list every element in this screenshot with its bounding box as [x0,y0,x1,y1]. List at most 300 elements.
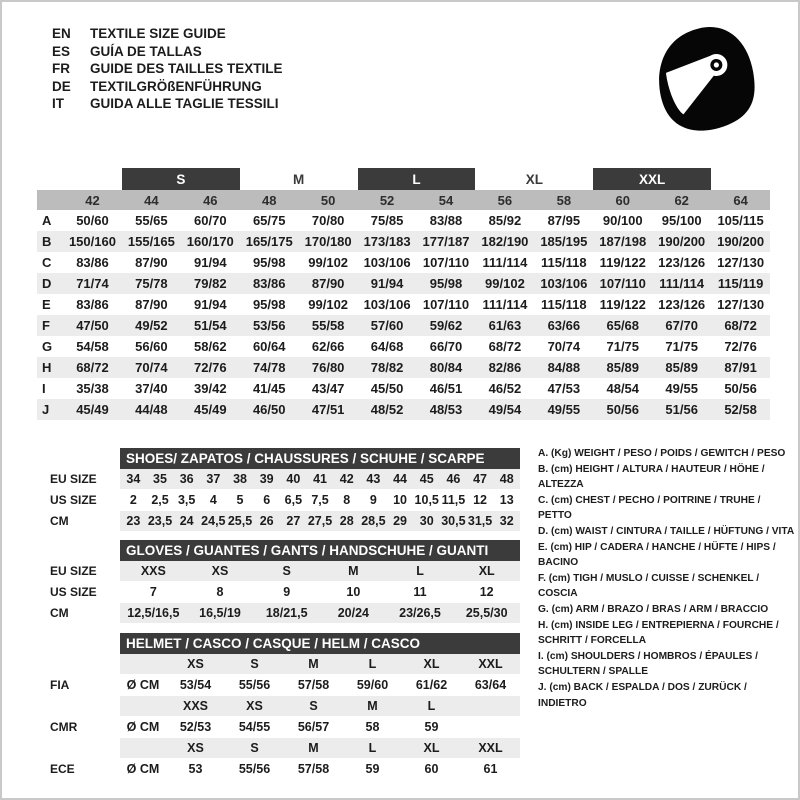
measurement-cell: 160/170 [186,234,234,249]
measurement-cell: 111/114 [482,297,528,312]
helmet-size-row-spacer [50,654,120,674]
measurement-cell: 70/74 [547,339,581,354]
language-title: GUIDE DES TAILLES TEXTILE [90,61,283,76]
measurement-cell: 87/95 [547,213,581,228]
gloves-cell: M [348,564,359,578]
measurement-cell: 115/119 [717,276,764,291]
measurement-cell: 44/48 [135,402,168,417]
shoes-cell: 38 [233,472,247,486]
measurement-cell: 119/122 [599,255,646,270]
gloves-cell: S [282,564,291,578]
measurement-cell: 57/60 [370,318,404,333]
helmet-size-cell: XXS [182,699,208,713]
size-header-cell: 48 [261,192,277,208]
shoes-cell: 31,5 [467,514,493,528]
shoes-cell: 10 [393,493,407,507]
size-header-cell: 64 [733,192,748,208]
shoes-cell: 24 [179,514,194,528]
measurement-cell: 49/52 [135,318,168,333]
gloves-title-row [50,540,520,560]
language-title-list [52,25,283,113]
measurement-cell: 70/74 [135,360,168,375]
shoes-cell: 37 [206,472,221,486]
measurement-cell: 150/160 [68,234,116,249]
numeric-size-row [37,190,770,210]
legend-item: A. (Kg) WEIGHT / PESO / POIDS / GEWITCH / PESO [538,448,786,459]
measurement-cell: 85/89 [606,360,640,375]
legend-item: E. (cm) HIP / CADERA / HANCHE / HÜFTE / HIPS / BACINO [538,541,776,569]
language-title: GUÍA DE TALLAS [90,43,202,59]
shoes-cell: 12 [473,493,488,507]
measurement-cell: 111/114 [659,276,705,291]
size-header-cell: 46 [203,192,218,208]
measurement-cell: 58/62 [194,339,227,354]
shoes-cell: 48 [499,472,514,486]
gloves-cell: 7 [149,585,157,599]
measurement-cell: 71/75 [665,339,698,354]
measurement-cell: 63/66 [547,318,581,333]
shoes-title-spacer [50,448,120,468]
shoes-row-label: EU SIZE [50,472,97,486]
shoes-cells [120,469,520,489]
legend-item: I. (cm) SHOULDERS / HOMBROS / ÉPAULES / SCHULTERN / SPALLE [538,650,758,678]
size-group-xl: XL [525,171,543,187]
shoes-rows [50,469,520,531]
gloves-cell: XL [478,564,495,578]
helmet-value-cell: 52/53 [179,720,212,734]
helmet-title-row [50,633,520,653]
measurement-row-b [37,231,770,252]
shoes-cell: 5 [236,493,244,507]
shoes-cell: 29 [393,514,407,528]
measurement-cell: 46/52 [488,381,522,396]
shoes-cell: 25,5 [227,514,253,528]
helmet-size-cell: XXL [478,657,503,671]
gloves-cell: 9 [283,585,291,599]
gloves-row [50,561,520,581]
measurement-cell: 76/80 [311,360,345,375]
helmet-value-cells [120,717,520,737]
shoes-cell: 9 [369,493,377,507]
gloves-cell: 12 [479,585,494,599]
shoes-cell: 6 [263,493,271,507]
helmet-value-cell: 55/56 [238,762,271,776]
measurement-cell: 123/126 [658,297,706,312]
size-header-cell: 50 [320,192,336,208]
measurement-cell: 65/75 [252,213,286,228]
measurement-cell: 47/53 [547,381,581,396]
measurement-cell: 87/91 [724,360,757,375]
helmet-value-row-ece [50,759,520,779]
gloves-rows [50,561,520,623]
size-header-cell: 62 [674,192,689,208]
helmet-size-cells [120,696,520,716]
measurement-cell: 75/85 [370,213,404,228]
language-code: FR [52,61,70,76]
measurement-cell: 190/200 [717,234,765,249]
shoes-cell: 27,5 [307,514,333,528]
helmet-value-cell: 54/55 [238,720,271,734]
gloves-cell: XXS [140,564,166,578]
helmet-size-cell: XS [246,699,263,713]
measurement-cell: 155/165 [127,234,175,249]
measurement-cell: 64/68 [370,339,404,354]
row-letter: F [42,318,50,333]
row-letter: G [42,339,53,354]
helmet-size-row-ece [50,738,520,758]
language-code: DE [52,78,71,94]
size-group-spacer [711,168,770,190]
racing-helmet-icon [642,20,770,142]
helmet-title-spacer [50,633,120,653]
measurement-cell: 90/100 [602,213,643,228]
measurement-cell: 185/195 [540,234,588,249]
measurement-cell: 95/98 [252,297,286,312]
helmet-value-cell: 59/60 [356,678,389,692]
helmet-size-cell: M [308,741,319,755]
measurement-cell: 103/106 [363,255,411,270]
measurement-cell: 37/40 [135,381,168,396]
gloves-row [50,582,520,602]
measurement-cell: 95/98 [252,255,286,270]
measurement-cell: 99/102 [485,276,525,291]
measurement-cell: 87/90 [135,297,168,312]
size-header-cell: 58 [556,192,572,208]
shoes-cell: 3,5 [177,493,196,507]
gloves-cell: 16,5/19 [199,606,241,620]
measurement-cell: 41/45 [252,381,286,396]
row-letter: I [42,381,46,396]
shoes-cell: 41 [313,472,327,486]
shoes-row [50,490,520,510]
helmet-title: HELMET / CASCO / CASQUE / HELM / CASCO [120,633,520,654]
helmet-size-cell: XL [423,741,440,755]
helmet-value-cell: 58 [365,720,380,734]
gloves-cells [120,603,520,623]
helmet-value-cell: 61/62 [415,678,448,692]
helmet-value-row-cmr [50,717,520,737]
measurement-cell: 55/65 [135,213,168,228]
shoes-cell: 32 [499,514,514,528]
measurement-cell: 66/70 [429,339,463,354]
gloves-cell: 25,5/30 [465,606,508,620]
measurement-cell: 65/68 [606,318,640,333]
measurement-cell: 71/74 [76,276,109,291]
measurement-cell: 72/76 [724,339,757,354]
measurement-row-c [37,252,770,273]
measurement-cell: 45/49 [194,402,227,417]
gloves-cell: 23/26,5 [399,606,441,620]
measurement-cell: 107/110 [599,276,646,291]
measurement-row-e [37,294,770,315]
helmet-size-cell: XL [423,657,440,671]
size-header-cell: 60 [615,192,630,208]
shoes-cell: 2 [129,493,137,507]
measurement-cell: 72/76 [194,360,227,375]
shoes-cell: 44 [393,472,407,486]
helmet-value-cells [120,759,520,779]
measurement-cell: 83/86 [76,255,109,270]
helmet-size-cell: M [367,699,378,713]
main-size-table [37,168,770,420]
measurement-cell: 51/56 [665,402,698,417]
measurement-cell: 49/54 [488,402,522,417]
measurement-cell: 48/52 [370,402,404,417]
shoes-cell: 34 [126,472,141,486]
gloves-cell: 20/24 [337,606,369,620]
measurement-cell: 51/54 [194,318,227,333]
shoes-cell: 47 [473,472,488,486]
shoes-cell: 8 [343,493,351,507]
gloves-row-label: EU SIZE [50,564,97,578]
shoes-row-label: CM [50,514,69,528]
legend-item: H. (cm) INSIDE LEG / ENTREPIERNA / FOURCHE / SCHRITT / FORCELLA [538,619,779,647]
shoes-cell: 4 [209,493,217,507]
measurement-cell: 80/84 [429,360,463,375]
shoes-row-label: US SIZE [50,493,97,507]
gloves-cell: L [416,564,424,578]
row-letter: E [42,297,51,312]
helmet-value-row-fia [50,675,520,695]
measurement-row-d [37,273,770,294]
language-row [52,25,283,43]
measurement-cell: 60/64 [252,339,286,354]
language-title: TEXTILE SIZE GUIDE [90,26,226,41]
helmet-standard-label: ECE [50,762,75,776]
language-row [52,60,283,78]
measurement-cell: 50/56 [606,402,640,417]
measurement-cell: 83/88 [429,213,463,228]
gloves-title-spacer [50,540,120,560]
measurement-cell: 56/60 [135,339,168,354]
language-code: ES [52,43,71,59]
size-header-cell: 42 [85,192,100,208]
measurement-cell: 83/86 [252,276,286,291]
measurement-cell: 115/118 [541,255,587,270]
measurement-cell: 39/42 [194,381,227,396]
shoes-cell: 40 [286,472,301,486]
shoes-cells [120,490,520,510]
gloves-row-label: US SIZE [50,585,97,599]
language-row [52,43,283,61]
helmet-value-cell: 56/57 [297,720,330,734]
measurement-row-f [37,315,770,336]
measurement-row-g [37,336,770,357]
helmet-value-cell: 60 [424,762,439,776]
shoes-cell: 23 [126,514,141,528]
shoes-cell: 27 [286,514,301,528]
shoes-title: SHOES/ ZAPATOS / CHAUSSURES / SCHUHE / SCARPE [120,448,520,469]
shoes-cell: 30,5 [441,514,466,528]
helmet-rows [50,654,520,779]
helmet-value-cell: 59 [365,762,380,776]
helmet-value-cell: 57/58 [297,678,330,692]
measurement-cell: 47/50 [76,318,109,333]
measurement-cell: 59/62 [429,318,463,333]
language-code: EN [52,26,71,41]
measurement-cell: 119/122 [599,297,646,312]
helmet-size-cell: S [250,741,259,755]
measurement-cell: 46/50 [252,402,286,417]
measurement-cell: 87/90 [135,255,168,270]
shoes-cell: 24,5 [201,514,226,528]
helmet-size-cells [120,738,520,758]
measurement-cell: 115/118 [541,297,587,312]
measurement-cell: 62/66 [311,339,345,354]
size-header-cell: 54 [438,192,454,208]
shoes-cell: 11,5 [441,493,466,507]
row-letter: B [42,234,52,249]
measurement-cell: 79/82 [194,276,227,291]
gloves-row-label: CM [50,606,69,620]
measurement-cell: 170/180 [304,234,352,249]
measurement-cell: 49/55 [547,402,581,417]
gloves-cell: 10 [346,585,361,599]
helmet-size-cell: L [427,699,436,713]
shoes-cell: 43 [366,472,381,486]
measurement-cell: 127/130 [717,255,765,270]
legend-item: D. (cm) WAIST / CINTURA / TAILLE / HÜFTUNG / VITA [538,525,795,537]
measurement-cell: 43/47 [311,381,345,396]
size-group-spacer [63,168,122,190]
measurement-cell: 82/86 [488,360,522,375]
size-header-cell: 44 [144,192,159,208]
helmet-unit-label: Ø CM [126,720,160,734]
helmet-size-cell: XS [187,741,204,755]
shoes-cells [120,511,520,531]
measurement-cell: 103/106 [540,276,588,291]
helmet-value-cell: 55/56 [238,678,271,692]
measurement-cell: 50/56 [724,381,757,396]
gloves-cell: 11 [413,585,427,599]
measurement-cell: 127/130 [717,297,765,312]
helmet-value-cell: 59 [424,720,439,734]
measurement-cell: 95/98 [429,276,463,291]
measurement-row-a [37,210,770,231]
measurement-cell: 182/190 [481,234,529,249]
helmet-size-row-fia [50,654,520,674]
legend-item: G. (cm) ARM / BRAZO / BRAS / ARM / BRACCIO [538,603,769,615]
shoes-cell: 42 [339,472,354,486]
shoes-cell: 36 [179,472,194,486]
measurement-cell: 55/58 [311,318,345,333]
measurement-cell: 47/51 [311,402,345,417]
helmet-standard-label: CMR [50,720,78,734]
measurement-cell: 60/70 [194,213,227,228]
helmet-value-cell: 63/64 [474,678,507,692]
measurement-cell: 190/200 [658,234,706,249]
measurement-cell: 103/106 [363,297,411,312]
shoes-cell: 39 [259,472,274,486]
measurement-cell: 123/126 [658,255,706,270]
measurement-cell: 84/88 [547,360,581,375]
measurement-cell: 85/92 [488,213,522,228]
shoes-cell: 46 [446,472,461,486]
row-letter: J [42,402,50,417]
measurement-cell: 74/78 [252,360,286,375]
size-group-row [37,168,770,190]
measurement-cell: 68/72 [488,339,522,354]
row-letter: A [42,213,52,228]
shoes-cell: 35 [153,472,167,486]
measurement-cell: 173/183 [363,234,411,249]
helmet-size-cell: S [250,657,259,671]
helmet-size-cells [120,654,520,674]
measurement-cell: 53/56 [252,318,286,333]
gloves-cells [120,582,520,602]
measurement-cell: 107/110 [422,255,470,270]
helmet-size-cell: L [368,657,377,671]
measurement-cell: 48/53 [429,402,463,417]
measurement-row-i [37,378,770,399]
helmet-value-cells [120,675,520,695]
shoes-section [50,448,520,532]
measurement-cell: 107/110 [422,297,470,312]
helmet-value-cell: 53 [188,762,203,776]
shoes-cell: 2,5 [151,493,169,507]
row-letter: D [42,276,52,291]
row-letter: H [42,360,52,375]
language-title: GUIDA ALLE TAGLIE TESSILI [90,96,279,111]
shoes-cell: 7,5 [311,493,329,507]
measurement-row-h [37,357,770,378]
measurement-cell: 83/86 [76,297,109,312]
measurement-cell: 99/102 [308,297,349,312]
helmet-size-cell: XS [187,657,204,671]
gloves-cell: XS [211,564,229,578]
helmet-size-cell: L [368,741,377,755]
gloves-section [50,540,520,624]
measurement-cell: 68/72 [76,360,109,375]
measurement-cell: 85/89 [665,360,698,375]
shoes-row [50,511,520,531]
measurement-cell: 50/60 [76,213,109,228]
gloves-cells [120,561,520,581]
gloves-cell: 12,5/16,5 [127,606,180,620]
language-row [52,78,283,96]
helmet-size-cell: XXL [478,741,503,755]
legend-item: B. (cm) HEIGHT / ALTURA / HAUTEUR / HÖHE / ALTEZZA [538,463,765,491]
helmet-size-row-spacer [50,696,120,716]
legend-item: C. (cm) CHEST / PECHO / POITRINE / TRUHE / PETTO [538,494,761,522]
shoes-cell: 6,5 [284,493,303,507]
measurement-cell: 78/82 [370,360,404,375]
size-group-xxl: XXL [593,168,711,190]
measurement-cell: 177/187 [422,234,470,249]
shoes-cell: 26 [259,514,274,528]
helmet-value-cell: 61 [483,762,498,776]
measurement-cell: 75/78 [135,276,168,291]
measurement-cell: 165/175 [245,234,293,249]
gloves-cell: 18/21,5 [265,606,308,620]
size-group-s: S [122,168,240,190]
helmet-value-cell: 57/58 [297,762,330,776]
shoes-cell: 23,5 [147,514,173,528]
measurement-cell: 54/58 [76,339,109,354]
letter-col-spacer [37,168,63,190]
shoes-cell: 13 [499,493,514,507]
gloves-title: GLOVES / GUANTES / GANTS / HANDSCHUHE / GUANTI [120,540,520,561]
helmet-size-cell: S [309,699,318,713]
measurement-cell: 87/90 [311,276,345,291]
language-title: TEXTILGRÖßENFÜHRUNG [90,78,262,94]
shoes-cell: 45 [419,472,434,486]
shoes-title-row [50,448,520,468]
helmet-standard-label: FIA [50,678,70,692]
shoes-cell: 10,5 [414,493,439,507]
measurement-cell: 187/198 [599,234,647,249]
measurement-cell: 52/58 [724,402,757,417]
